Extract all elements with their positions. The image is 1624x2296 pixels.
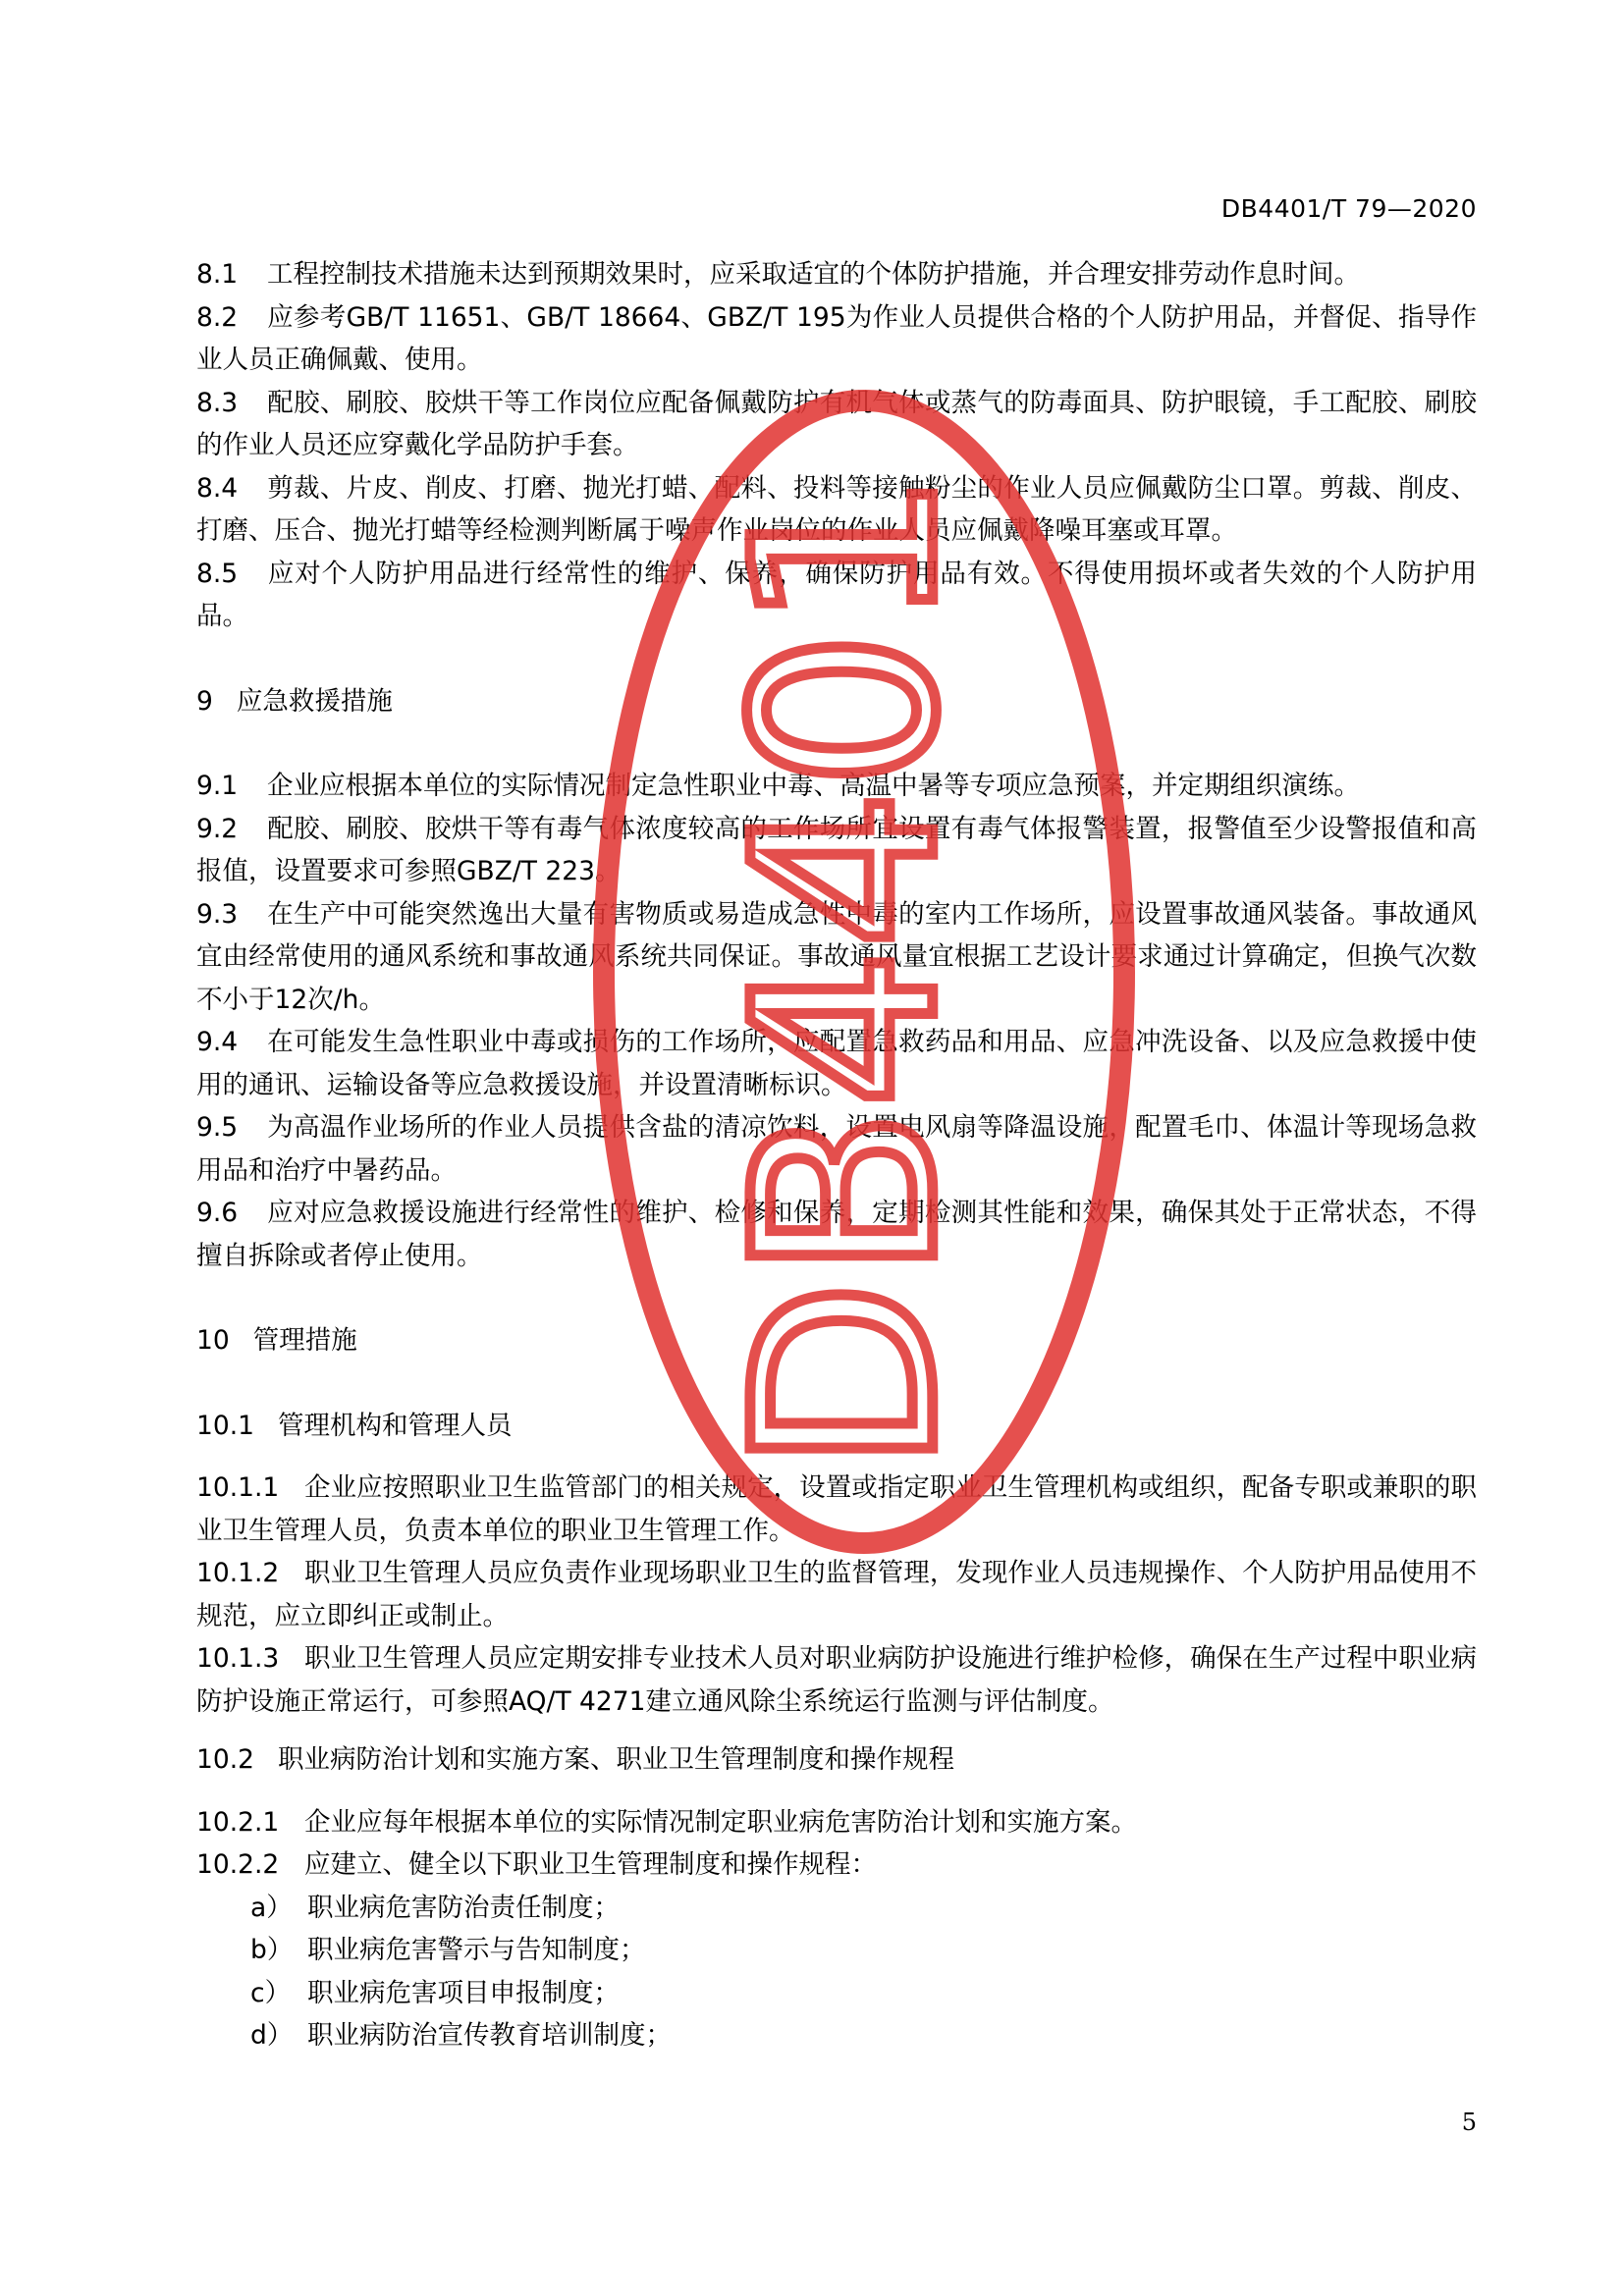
clause-text: 应参考GB/T 11651、GB/T 18664、GBZ/T 195为作业人员提供合格的个人防护用品，并督促、指导作业人员正确佩戴、使用。 bbox=[196, 301, 1477, 375]
list-text: 职业病危害警示与告知制度； bbox=[307, 1935, 646, 1965]
clause-text: 职业卫生管理人员应负责作业现场职业卫生的监督管理，发现作业人员违规操作、个人防护用品使用不规范，应立即纠正或制止。 bbox=[196, 1558, 1477, 1631]
clause-text: 在生产中可能突然逸出大量有害物质或易造成急性中毒的室内工作场所，应设置事故通风装备。事故通风宜由经常使用的通风系统和事故通风系统共同保证。事故通风量宜根据工艺设计要求通过计算确定，但换气次数不小于12次/h。 bbox=[196, 898, 1477, 1015]
clause-number: 10.1.3 bbox=[196, 1643, 280, 1674]
clause-8-5 bbox=[196, 553, 1477, 638]
section-heading-10-2 bbox=[196, 1738, 1477, 1782]
clause-number: 9.6 bbox=[196, 1198, 239, 1228]
clause-8-1 bbox=[196, 253, 1477, 296]
list-text: 职业病危害项目申报制度； bbox=[307, 1977, 620, 2008]
clause-number: 8.3 bbox=[196, 387, 239, 418]
clause-10-2-1 bbox=[196, 1801, 1477, 1844]
heading-number: 10 bbox=[196, 1325, 230, 1356]
clause-9-5 bbox=[196, 1106, 1477, 1192]
clause-9-6 bbox=[196, 1192, 1477, 1277]
clause-number: 8.2 bbox=[196, 301, 239, 333]
list-item bbox=[196, 1929, 1477, 1972]
clause-text: 应对应急救援设施进行经常性的维护、检修和保养，定期检测其性能和效果，确保其处于正常状态，不得擅自拆除或者停止使用。 bbox=[196, 1198, 1477, 1271]
clause-9-4 bbox=[196, 1021, 1477, 1106]
section-heading-10 bbox=[196, 1319, 1477, 1362]
clause-text: 剪裁、片皮、削皮、打磨、抛光打蜡、配料、投料等接触粉尘的作业人员应佩戴防尘口罩。剪裁、削皮、打磨、压合、抛光打蜡等经检测判断属于噪声作业岗位的作业人员应佩戴降噪耳塞或耳罩。 bbox=[196, 472, 1477, 546]
clause-10-1-3 bbox=[196, 1637, 1477, 1723]
clause-text: 为高温作业场所的作业人员提供含盐的清凉饮料，设置电风扇等降温设施，配置毛巾、体温计等现场急救用品和治疗中暑药品。 bbox=[196, 1112, 1477, 1186]
heading-number: 9 bbox=[196, 685, 213, 717]
clause-text: 应建立、健全以下职业卫生管理制度和操作规程： bbox=[304, 1849, 877, 1880]
clause-number: 8.4 bbox=[196, 472, 239, 504]
clause-text: 企业应按照职业卫生监管部门的相关规定，设置或指定职业卫生管理机构或组织，配备专职或兼职的职业卫生管理人员，负责本单位的职业卫生管理工作。 bbox=[196, 1472, 1477, 1546]
clause-number: 10.2.1 bbox=[196, 1806, 280, 1838]
clause-number: 9.3 bbox=[196, 898, 239, 930]
list-text: 职业病防治宣传教育培训制度； bbox=[307, 2020, 672, 2051]
clause-8-3 bbox=[196, 382, 1477, 467]
clause-text: 在可能发生急性职业中毒或损伤的工作场所，应配置急救药品和用品、应急冲洗设备、以及应急救援中使用的通讯、运输设备等应急救援设施，并设置清晰标识。 bbox=[196, 1027, 1477, 1100]
clause-8-4 bbox=[196, 467, 1477, 553]
clause-10-2-2 bbox=[196, 1843, 1477, 1887]
clause-number: 10.1.1 bbox=[196, 1472, 280, 1503]
heading-text: 管理措施 bbox=[252, 1325, 357, 1356]
list-label: d） bbox=[250, 2020, 294, 2051]
clause-number: 9.4 bbox=[196, 1027, 239, 1057]
heading-text: 职业病防治计划和实施方案、职业卫生管理制度和操作规程 bbox=[278, 1744, 955, 1775]
heading-text: 应急救援措施 bbox=[236, 685, 393, 717]
clause-text: 企业应每年根据本单位的实际情况制定职业病危害防治计划和实施方案。 bbox=[304, 1806, 1137, 1838]
list-item bbox=[196, 1972, 1477, 2015]
clause-8-2 bbox=[196, 296, 1477, 382]
list-label: c） bbox=[250, 1977, 292, 2008]
list-label: a） bbox=[250, 1892, 293, 1923]
clause-number: 9.2 bbox=[196, 813, 239, 844]
document-body bbox=[196, 253, 1477, 2057]
section-heading-10-1 bbox=[196, 1405, 1477, 1448]
standard-code: DB4401/T 79—2020 bbox=[1220, 194, 1477, 223]
clause-number: 10.2.2 bbox=[196, 1849, 280, 1880]
clause-number: 9.1 bbox=[196, 771, 239, 801]
clause-10-1-1 bbox=[196, 1467, 1477, 1552]
clause-9-1 bbox=[196, 765, 1477, 808]
clause-10-1-2 bbox=[196, 1552, 1477, 1637]
page-number: 5 bbox=[1461, 2109, 1477, 2136]
clause-text: 应对个人防护用品进行经常性的维护、保养，确保防护用品有效。不得使用损坏或者失效的个人防护用品。 bbox=[196, 558, 1477, 631]
clause-9-3 bbox=[196, 893, 1477, 1022]
list-item bbox=[196, 1887, 1477, 1930]
heading-number: 10.1 bbox=[196, 1410, 255, 1441]
clause-text: 工程控制技术措施未达到预期效果时，应采取适宜的个体防护措施，并合理安排劳动作息时间。 bbox=[267, 259, 1360, 290]
stamp-text: DB4401 bbox=[700, 470, 993, 1473]
list-item bbox=[196, 2014, 1477, 2057]
clause-text: 配胶、刷胶、胶烘干等工作岗位应配备佩戴防护有机气体或蒸气的防毒面具、防护眼镜，手工配胶、刷胶的作业人员还应穿戴化学品防护手套。 bbox=[196, 387, 1477, 460]
clause-9-2 bbox=[196, 808, 1477, 893]
clause-number: 10.1.2 bbox=[196, 1558, 280, 1588]
list-text: 职业病危害防治责任制度； bbox=[307, 1892, 620, 1923]
clause-text: 企业应根据本单位的实际情况制定急性职业中毒、高温中暑等专项应急预案，并定期组织演练。 bbox=[267, 771, 1360, 801]
clause-number: 8.5 bbox=[196, 558, 239, 589]
heading-number: 10.2 bbox=[196, 1744, 255, 1775]
section-heading-9 bbox=[196, 680, 1477, 723]
clause-text: 配胶、刷胶、胶烘干等有毒气体浓度较高的工作场所宜设置有毒气体报警装置，报警值至少设警报值和高报值，设置要求可参照GBZ/T 223。 bbox=[196, 813, 1477, 886]
heading-text: 管理机构和管理人员 bbox=[278, 1410, 513, 1441]
list-label: b） bbox=[250, 1935, 294, 1965]
clause-text: 职业卫生管理人员应定期安排专业技术人员对职业病防护设施进行维护检修，确保在生产过程中职业病防护设施正常运行，可参照AQ/T 4271建立通风除尘系统运行监测与评估制度。 bbox=[196, 1643, 1477, 1717]
clause-number: 9.5 bbox=[196, 1112, 239, 1143]
clause-number: 8.1 bbox=[196, 259, 239, 290]
